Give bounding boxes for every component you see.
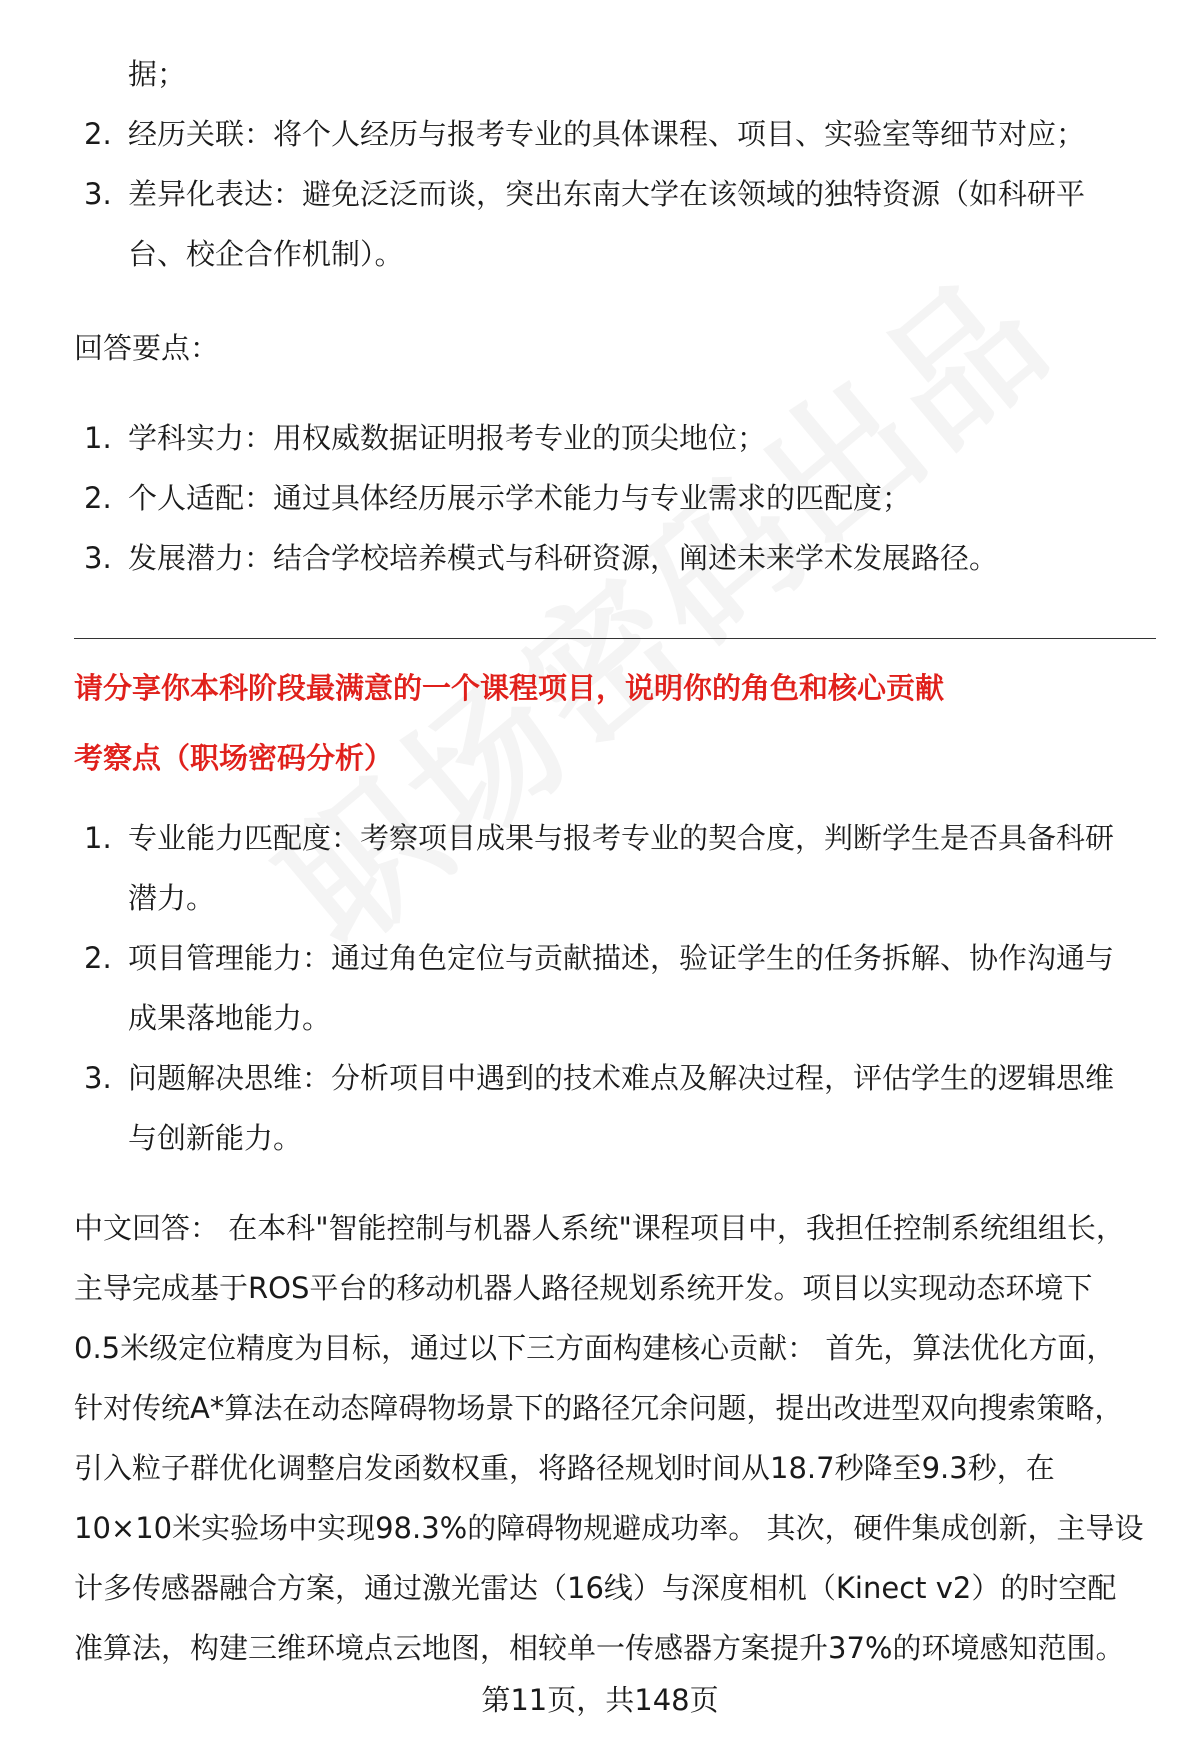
answer-paragraph-line: 主导完成基于ROS平台的移动机器人路径规划系统开发。项目以实现动态环境下 (74, 1271, 1093, 1305)
list-item-text: 学科实力：用权威数据证明报考专业的顶尖地位； (128, 421, 767, 455)
list-number: 3. (84, 541, 112, 575)
answer-paragraph-line: 引入粒子群优化调整启发函数权重，将路径规划时间从18.7秒降至9.3秒，在 (74, 1451, 1055, 1485)
list-item-text: 成果落地能力。 (128, 1001, 332, 1035)
list-item-text: 经历关联：将个人经历与报考专业的具体课程、项目、实验室等细节对应； (128, 117, 1086, 151)
answer-paragraph-line: 准算法，构建三维环境点云地图，相较单一传感器方案提升37%的环境感知范围。 (74, 1631, 1125, 1665)
list-number: 3. (84, 177, 112, 211)
list-item-text: 项目管理能力：通过角色定位与贡献描述，验证学生的任务拆解、协作沟通与 (128, 941, 1115, 975)
list-number: 1. (84, 821, 112, 855)
list-number: 1. (84, 421, 112, 455)
section-heading: 回答要点： (74, 331, 220, 365)
list-item-text: 问题解决思维：分析项目中遇到的技术难点及解决过程，评估学生的逻辑思维 (128, 1061, 1115, 1095)
list-item-text: 台、校企合作机制）。 (128, 237, 404, 271)
list-item-continuation: 据； (128, 57, 187, 91)
answer-paragraph-line: 计多传感器融合方案，通过激光雷达（16线）与深度相机（Kinect v2）的时空配 (74, 1571, 1117, 1605)
list-item-text: 差异化表达：避免泛泛而谈，突出东南大学在该领域的独特资源（如科研平 (128, 177, 1086, 211)
answer-paragraph-line: 针对传统A*算法在动态障碍物场景下的路径冗余问题，提出改进型双向搜索策略， (74, 1391, 1124, 1425)
list-item-text: 个人适配：通过具体经历展示学术能力与专业需求的匹配度； (128, 481, 912, 515)
answer-paragraph-line: 中文回答： 在本科"智能控制与机器人系统"课程项目中，我担任控制系统组组长， (74, 1211, 1125, 1245)
question-title: 请分享你本科阶段最满意的一个课程项目，说明你的角色和核心贡献 (74, 671, 945, 705)
list-item-text: 与创新能力。 (128, 1121, 303, 1155)
list-number: 2. (84, 481, 112, 515)
list-number: 3. (84, 1061, 112, 1095)
divider (74, 638, 1156, 639)
list-item-text: 专业能力匹配度：考察项目成果与报考专业的契合度，判断学生是否具备科研 (128, 821, 1115, 855)
list-number: 2. (84, 117, 112, 151)
question-subtitle: 考察点（职场密码分析） (74, 741, 394, 775)
watermark (230, 218, 1086, 985)
list-item-text: 潜力。 (128, 881, 216, 915)
answer-paragraph-line: 10×10米实验场中实现98.3%的障碍物规避成功率。 其次，硬件集成创新，主导设 (74, 1511, 1144, 1545)
page-footer: 第11页，共148页 (481, 1683, 719, 1717)
list-number: 2. (84, 941, 112, 975)
list-item-text: 发展潜力：结合学校培养模式与科研资源，阐述未来学术发展路径。 (128, 541, 999, 575)
answer-paragraph-line: 0.5米级定位精度为目标，通过以下三方面构建核心贡献： 首先，算法优化方面， (74, 1331, 1116, 1365)
